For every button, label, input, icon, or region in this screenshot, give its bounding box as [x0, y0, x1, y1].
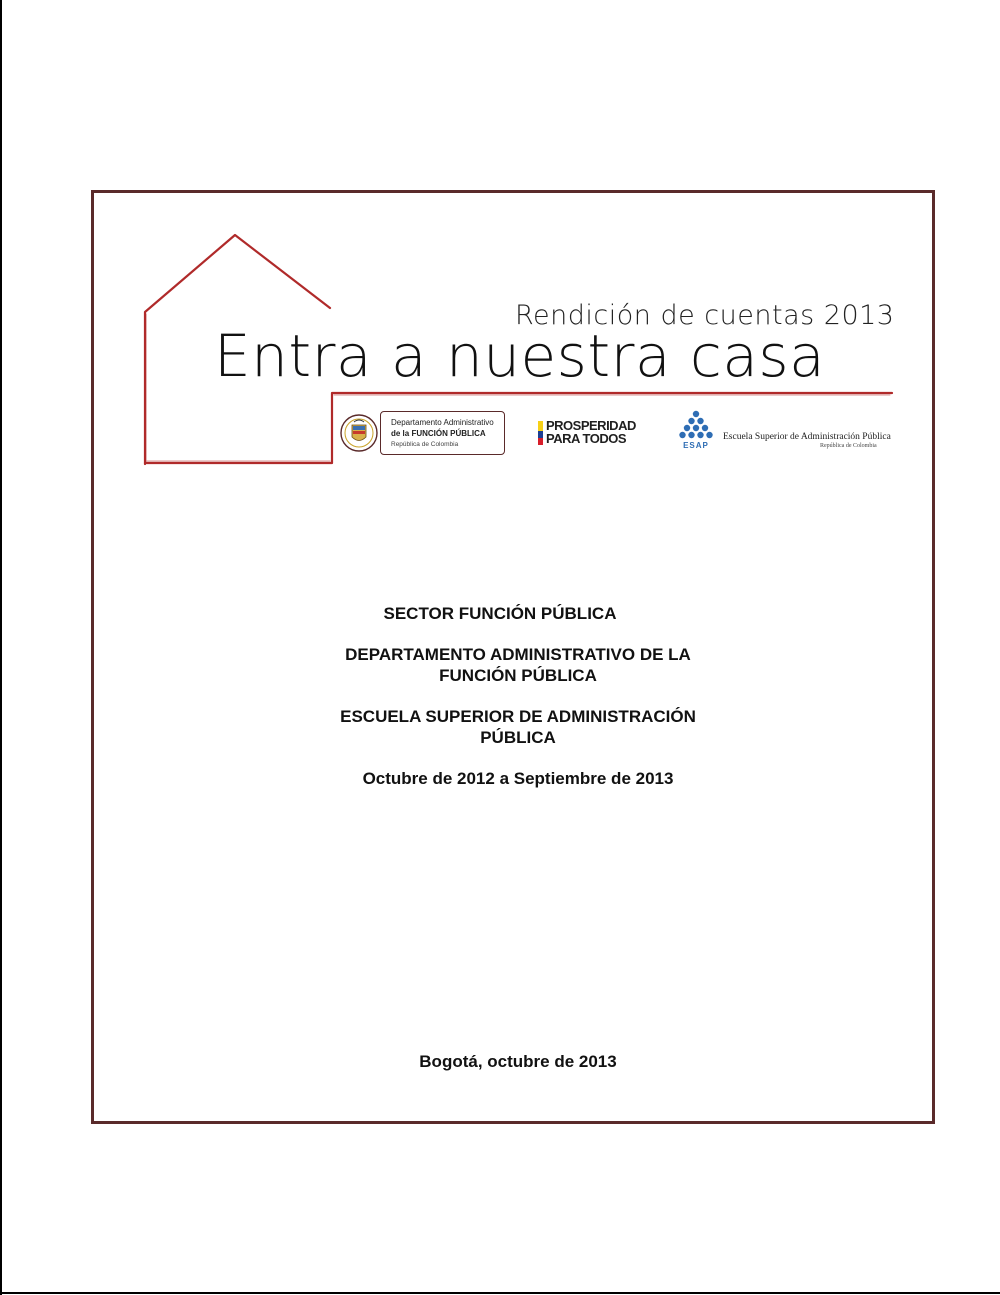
department-line-1: DEPARTAMENTO ADMINISTRATIVO DE LA	[345, 645, 691, 664]
prosperidad-line-1: PROSPERIDAD	[546, 418, 636, 433]
school-heading	[0, 706, 1000, 748]
dafp-line-2: de la FUNCIÓN PÚBLICA	[391, 429, 486, 438]
place-date: Bogotá, octubre de 2013	[419, 1052, 617, 1071]
department-line-2: FUNCIÓN PÚBLICA	[439, 666, 597, 685]
school-line-1: ESCUELA SUPERIOR DE ADMINISTRACIÓN	[340, 707, 696, 726]
department-heading	[0, 644, 1000, 686]
dafp-text-box	[380, 411, 505, 455]
cover-title: Entra a nuestra casa	[214, 322, 826, 390]
school-line-2: PÚBLICA	[480, 728, 556, 747]
flag-yellow-stripe	[538, 421, 543, 431]
prosperidad-logo	[538, 418, 648, 448]
esap-acronym: ESAP	[683, 441, 709, 450]
prosperidad-line-2: PARA TODOS	[546, 431, 626, 446]
esap-logo	[672, 410, 892, 454]
flag-red-stripe	[538, 438, 543, 445]
flag-blue-stripe	[538, 431, 543, 438]
sector-heading: SECTOR FUNCIÓN PÚBLICA	[383, 604, 617, 623]
cover-subtitle: Rendición de cuentas 2013	[515, 300, 895, 331]
esap-pyramid-icon	[672, 410, 720, 442]
esap-country: República de Colombia	[820, 443, 877, 449]
dafp-logo	[339, 410, 507, 456]
esap-name: Escuela Superior de Administración Pública	[723, 432, 891, 442]
page-edge-bottom	[0, 1292, 1000, 1294]
report-period: Octubre de 2012 a Septiembre de 2013	[362, 769, 674, 788]
dafp-line-1: Departamento Administrativo	[391, 418, 494, 427]
dafp-line-3: República de Colombia	[391, 441, 459, 448]
colombia-coat-of-arms-icon	[339, 410, 379, 456]
